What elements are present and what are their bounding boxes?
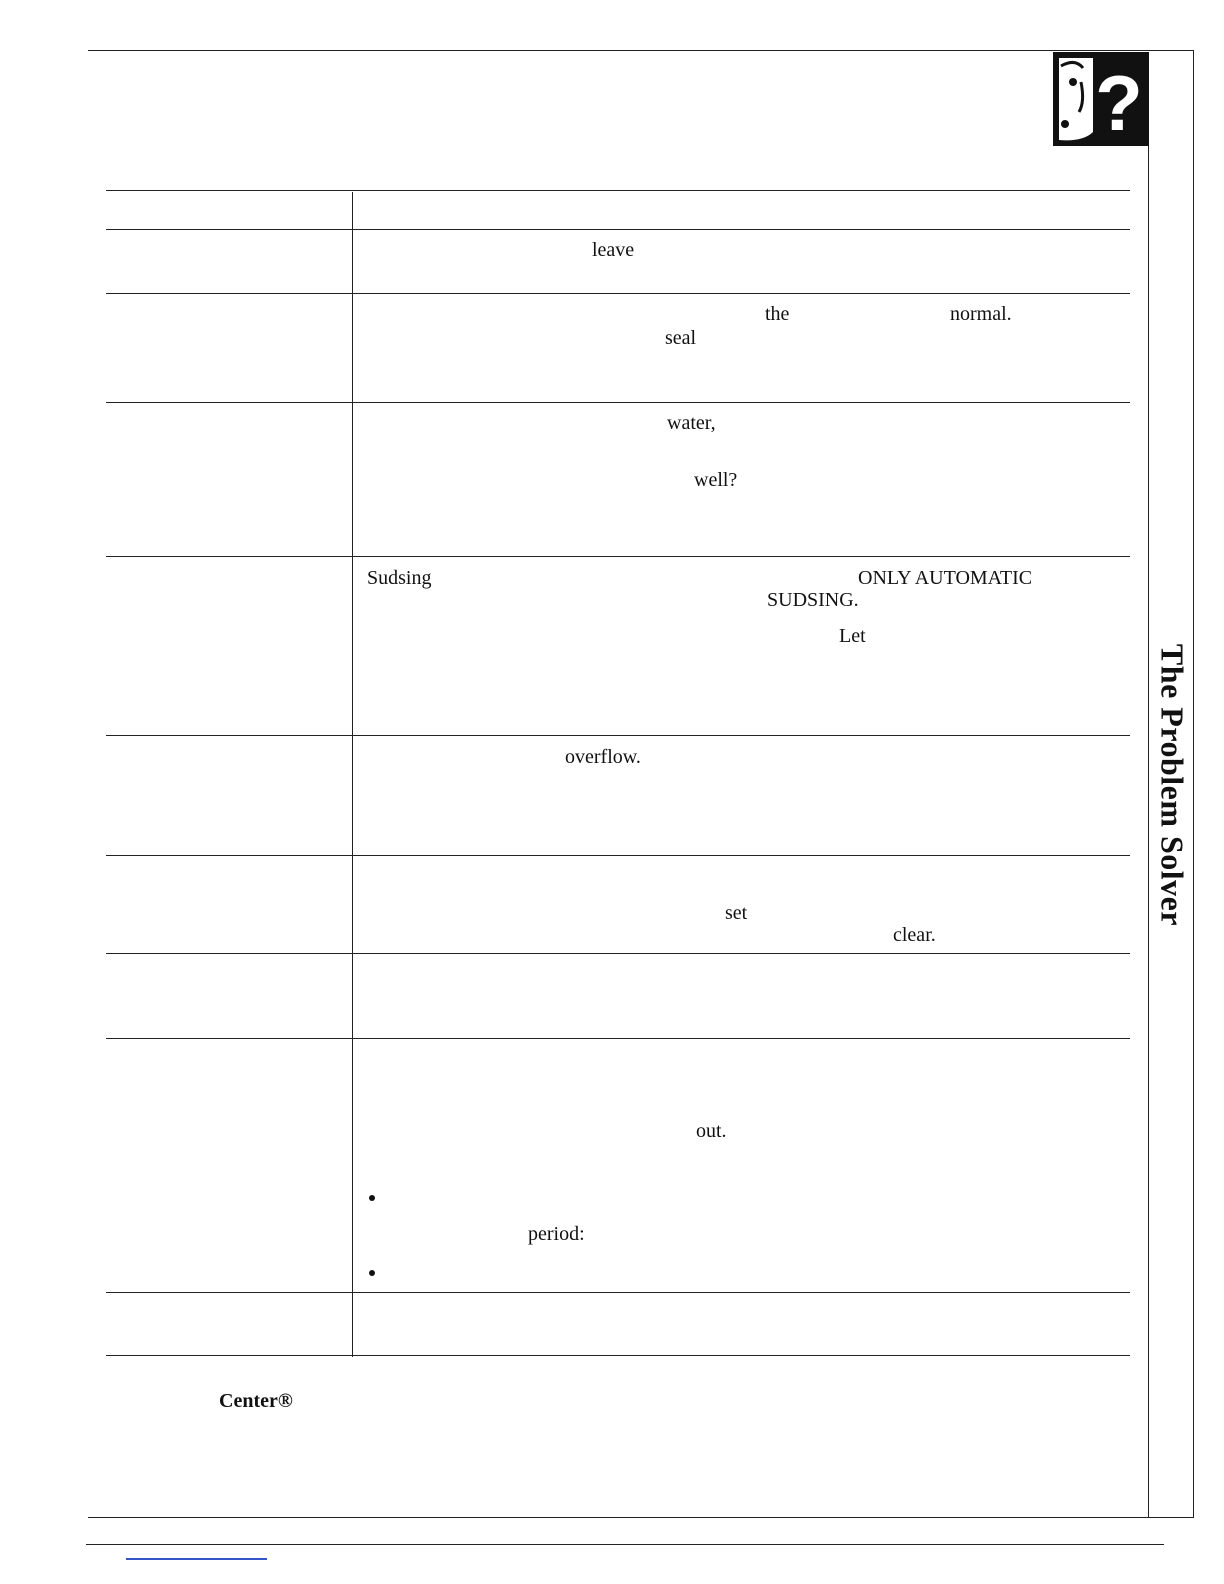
footer-link-underline	[126, 1558, 267, 1560]
row2-text: the	[765, 303, 790, 325]
question-face-icon	[1053, 52, 1149, 146]
table-column-divider	[352, 192, 353, 1357]
bullet-icon	[369, 1195, 375, 1201]
bottom-frame-rule	[88, 1517, 1194, 1518]
row8-text: period:	[528, 1223, 585, 1245]
table-row-divider	[106, 1038, 1130, 1039]
footer-text: Center®	[219, 1390, 293, 1412]
row6-text: set	[725, 902, 748, 924]
table-row-divider	[106, 293, 1130, 294]
page-footer-rule	[86, 1544, 1164, 1545]
table-row-divider	[106, 953, 1130, 954]
svg-text:?: ?	[1095, 59, 1143, 146]
right-frame-line	[1193, 50, 1194, 1517]
row2-text: normal.	[950, 303, 1012, 325]
table-row-divider	[106, 190, 1130, 191]
bullet-icon	[369, 1270, 375, 1276]
side-tab-divider	[1148, 146, 1149, 1517]
side-tab-title: The Problem Solver	[1154, 643, 1191, 927]
row3-text: water,	[667, 412, 716, 434]
table-row-divider	[106, 229, 1130, 230]
row5-text: overflow.	[565, 746, 641, 768]
top-rule	[88, 50, 1194, 51]
row8-text: out.	[696, 1120, 727, 1142]
row4-text: ONLY AUTOMATIC	[858, 567, 1033, 589]
table-row-divider	[106, 556, 1130, 557]
row1-text: leave	[592, 239, 635, 261]
table-row-divider	[106, 1292, 1130, 1293]
row2-text: seal	[665, 327, 697, 349]
row4-text: SUDSING.	[767, 589, 859, 611]
row3-text: well?	[694, 469, 738, 491]
row6-text: clear.	[893, 924, 936, 946]
table-row-divider	[106, 1355, 1130, 1356]
table-row-divider	[106, 855, 1130, 856]
row4-text: Let	[839, 625, 866, 647]
row4-text: Sudsing	[367, 567, 432, 589]
table-row-divider	[106, 735, 1130, 736]
table-row-divider	[106, 402, 1130, 403]
